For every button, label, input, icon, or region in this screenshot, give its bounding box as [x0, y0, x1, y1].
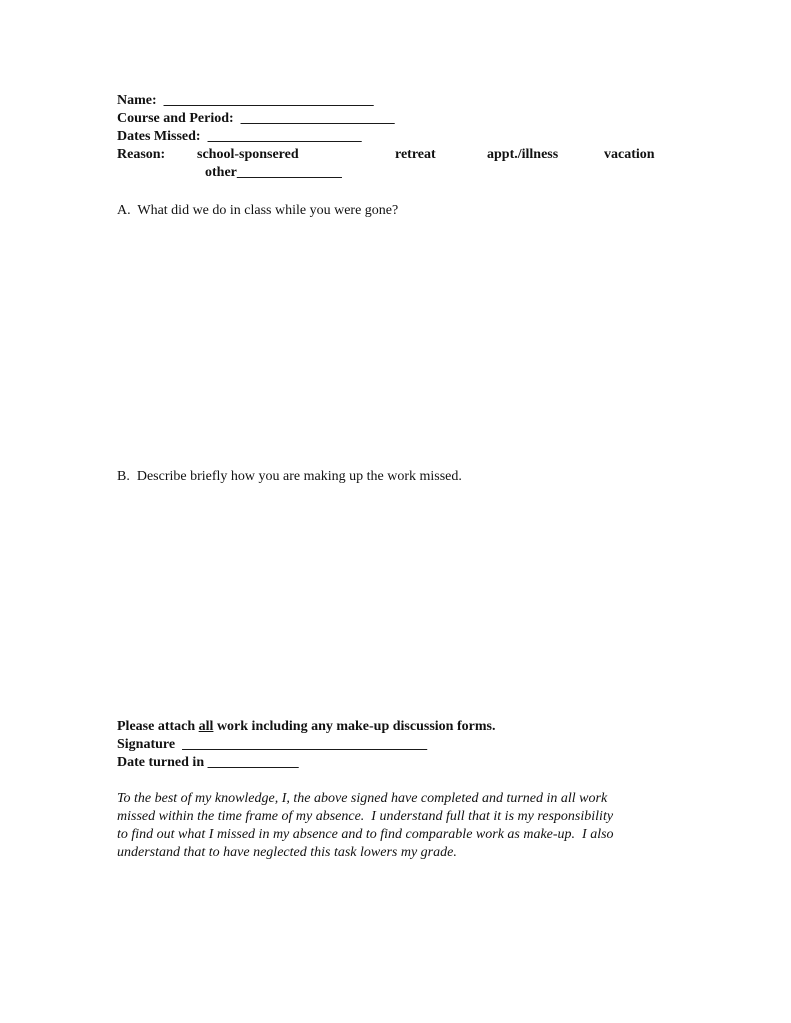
reason-other-row — [117, 164, 677, 182]
reason-option-other: other_______________ — [205, 165, 342, 180]
reason-option-vacation: vacation — [604, 147, 655, 162]
attach-prefix: Please attach — [117, 719, 199, 734]
statement-line: To the best of my knowledge, I, the above signed have completed and turned in all work — [117, 791, 608, 806]
course-period-field-line: Course and Period: ______________________ — [117, 111, 395, 126]
attach-emphasis: all — [198, 719, 214, 734]
statement-line: to find out what I missed in my absence and to find comparable work as make-up. I also — [117, 827, 614, 842]
reason-option-school-sponsored: school-sponsered — [197, 147, 299, 162]
attach-instruction — [117, 718, 677, 736]
reason-row — [117, 146, 677, 164]
name-field-line: Name: ______________________________ — [117, 93, 374, 108]
form-body — [117, 92, 677, 860]
question-b: B. Describe briefly how you are making up the work missed. — [117, 469, 462, 484]
acknowledgement-statement — [117, 790, 677, 862]
date-turned-in-field-line: Date turned in _____________ — [117, 755, 299, 770]
dates-missed-field-line: Dates Missed: ______________________ — [117, 129, 362, 144]
reason-label: Reason: — [117, 147, 166, 162]
footer-block — [117, 718, 677, 772]
statement-line: missed within the time frame of my absence. I understand full that it is my responsibility — [117, 809, 614, 824]
attach-suffix: work including any make-up discussion forms. — [213, 719, 496, 734]
signature-field-line: Signature ___________________________________ — [117, 737, 428, 752]
statement-line: understand that to have neglected this task lowers my grade. — [117, 845, 457, 860]
reason-option-appt-illness: appt./illness — [487, 147, 559, 162]
question-a: A. What did we do in class while you were gone? — [117, 203, 399, 218]
reason-option-retreat: retreat — [395, 147, 436, 162]
